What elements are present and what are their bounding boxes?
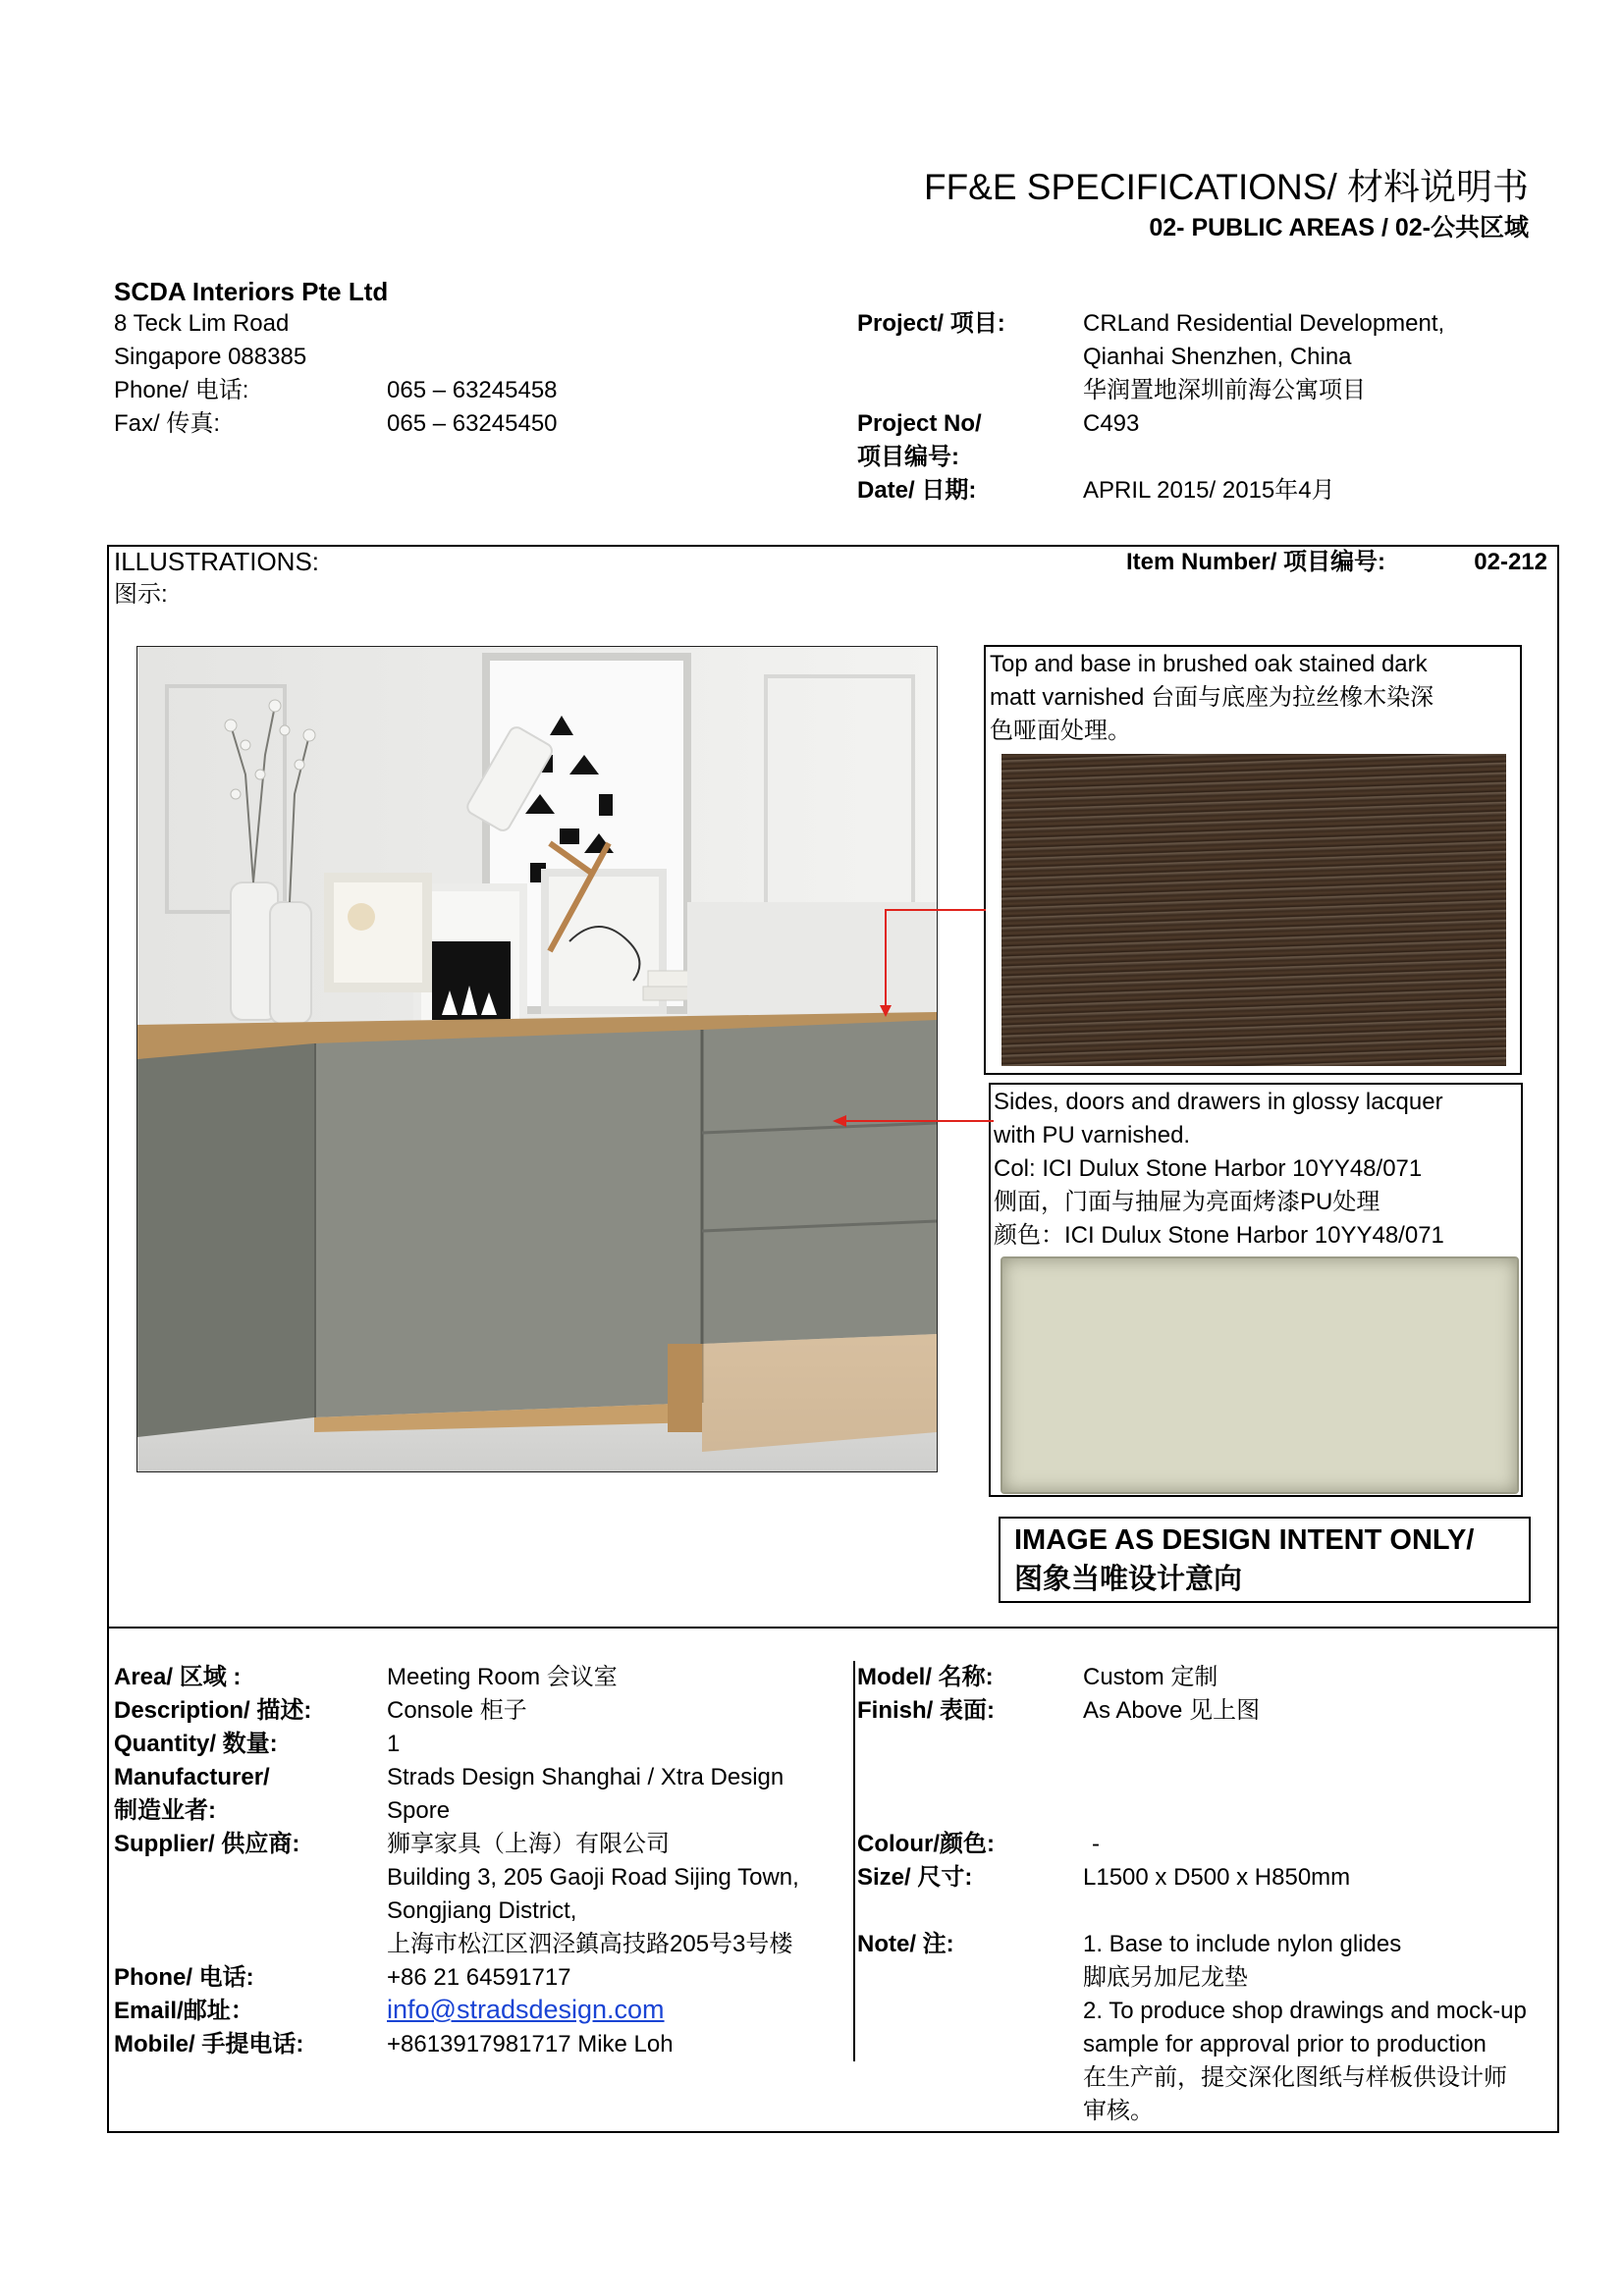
oak-material-swatch — [1001, 754, 1506, 1066]
lacquer-callout-line5: 颜色：ICI Dulux Stone Harbor 10YY48/071 — [994, 1222, 1444, 1249]
supplier-value-line1: 狮享家具（上海）有限公司 — [387, 1831, 670, 1857]
pointer-arrows — [825, 883, 1001, 1139]
lacquer-callout-line3: Col: ICI Dulux Stone Harbor 10YY48/071 — [994, 1155, 1423, 1182]
company-fax-value: 065 – 63245450 — [387, 410, 558, 437]
note-line3: 2. To produce shop drawings and mock-up — [1083, 1998, 1527, 2024]
supplier-value-line4: 上海市松江区泗泾鎮高技路205号3号楼 — [387, 1931, 793, 1957]
supplier-value-line3: Songjiang District, — [387, 1897, 577, 1924]
oak-callout-line2: matt varnished 台面与底座为拉丝橡木染深 — [990, 684, 1434, 711]
model-value: Custom 定制 — [1083, 1664, 1218, 1690]
area-value: Meeting Room 会议室 — [387, 1664, 618, 1690]
company-address-line2: Singapore 088385 — [114, 344, 307, 370]
supplier-value-line2: Building 3, 205 Gaoji Road Sijing Town, — [387, 1864, 799, 1891]
manufacturer-label: Manufacturer/ — [114, 1764, 270, 1790]
project-number-label-cn: 项目编号: — [857, 444, 959, 470]
project-number-value: C493 — [1083, 410, 1140, 437]
area-label: Area/ 区域 : — [114, 1664, 242, 1690]
mobile-label: Mobile/ 手提电话: — [114, 2031, 304, 2057]
note-line1: 1. Base to include nylon glides — [1083, 1931, 1402, 1957]
colour-label: Colour/颜色: — [857, 1831, 995, 1857]
lacquer-callout-line2: with PU varnished. — [994, 1122, 1191, 1148]
item-number-value: 02-212 — [1474, 549, 1547, 575]
lacquer-color-swatch — [1001, 1256, 1519, 1494]
finish-value: As Above 见上图 — [1083, 1697, 1261, 1724]
note-line2: 脚底另加尼龙垫 — [1083, 1964, 1248, 1991]
description-label: Description/ 描述: — [114, 1697, 312, 1724]
oak-pointer-line — [886, 910, 986, 1009]
company-address-line1: 8 Teck Lim Road — [114, 310, 290, 337]
project-name-line2: Qianhai Shenzhen, China — [1083, 344, 1352, 370]
oak-callout-line1: Top and base in brushed oak stained dark — [990, 651, 1428, 677]
item-number-label: Item Number/ 项目编号: — [1126, 549, 1386, 575]
manufacturer-value-line2: Spore — [387, 1797, 451, 1824]
company-name: SCDA Interiors Pte Ltd — [114, 277, 389, 306]
notice-line-cn: 图象当唯设计意向 — [1014, 1564, 1243, 1595]
lacquer-pointer-arrowhead — [833, 1115, 846, 1127]
design-intent-notice — [999, 1517, 1531, 1603]
project-label: Project/ 项目: — [857, 310, 1005, 337]
note-line6: 审核。 — [1083, 2098, 1154, 2124]
illustrations-label: ILLUSTRATIONS: — [114, 547, 320, 576]
lacquer-callout-line1: Sides, doors and drawers in glossy lacquer — [994, 1089, 1443, 1115]
size-label: Size/ 尺寸: — [857, 1864, 973, 1891]
phone-label: Phone/ 电话: — [114, 1964, 254, 1991]
console-illustration — [137, 647, 937, 1471]
date-value: APRIL 2015/ 2015年4月 — [1083, 477, 1335, 504]
size-value: L1500 x D500 x H850mm — [1083, 1864, 1351, 1891]
product-photo — [136, 646, 938, 1472]
note-line5: 在生产前，提交深化图纸与样板供设计师 — [1083, 2064, 1507, 2091]
details-column-divider — [853, 1661, 855, 2061]
manufacturer-label-cn: 制造业者: — [114, 1797, 216, 1824]
model-label: Model/ 名称: — [857, 1664, 994, 1690]
document-subtitle: 02- PUBLIC AREAS / 02-公共区域 — [1149, 214, 1529, 241]
project-name-line3: 华润置地深圳前海公寓项目 — [1083, 377, 1366, 403]
description-value: Console 柜子 — [387, 1697, 527, 1724]
oak-pointer-arrowhead — [880, 1005, 892, 1017]
illustrations-label-cn: 图示: — [114, 581, 168, 608]
quantity-label: Quantity/ 数量: — [114, 1731, 278, 1757]
company-phone-label: Phone/ 电话: — [114, 377, 249, 403]
colour-value: - — [1092, 1831, 1100, 1857]
phone-value: +86 21 64591717 — [387, 1964, 571, 1991]
date-label: Date/ 日期: — [857, 477, 977, 504]
email-label: Email/邮址： — [114, 1998, 254, 2024]
email-link[interactable]: info@stradsdesign.com — [387, 1995, 665, 2024]
finish-label: Finish/ 表面: — [857, 1697, 995, 1724]
note-line4: sample for approval prior to production — [1083, 2031, 1487, 2057]
mobile-value: +8613917981717 Mike Loh — [387, 2031, 674, 2057]
notice-line-en: IMAGE AS DESIGN INTENT ONLY/ — [1014, 1524, 1475, 1556]
document-title: FF&E SPECIFICATIONS/ 材料说明书 — [923, 167, 1529, 207]
section-divider — [107, 1627, 1557, 1629]
company-fax-label: Fax/ 传真: — [114, 410, 221, 437]
supplier-label: Supplier/ 供应商: — [114, 1831, 300, 1857]
lacquer-callout-line4: 侧面，门面与抽屉为亮面烤漆PU处理 — [994, 1189, 1380, 1215]
quantity-value: 1 — [387, 1731, 401, 1757]
company-phone-value: 065 – 63245458 — [387, 377, 558, 403]
oak-callout-line3: 色哑面处理。 — [990, 718, 1131, 744]
manufacturer-value-line1: Strads Design Shanghai / Xtra Design — [387, 1764, 784, 1790]
note-label: Note/ 注: — [857, 1931, 954, 1957]
project-name-line1: CRLand Residential Development, — [1083, 310, 1445, 337]
project-number-label: Project No/ — [857, 410, 982, 437]
